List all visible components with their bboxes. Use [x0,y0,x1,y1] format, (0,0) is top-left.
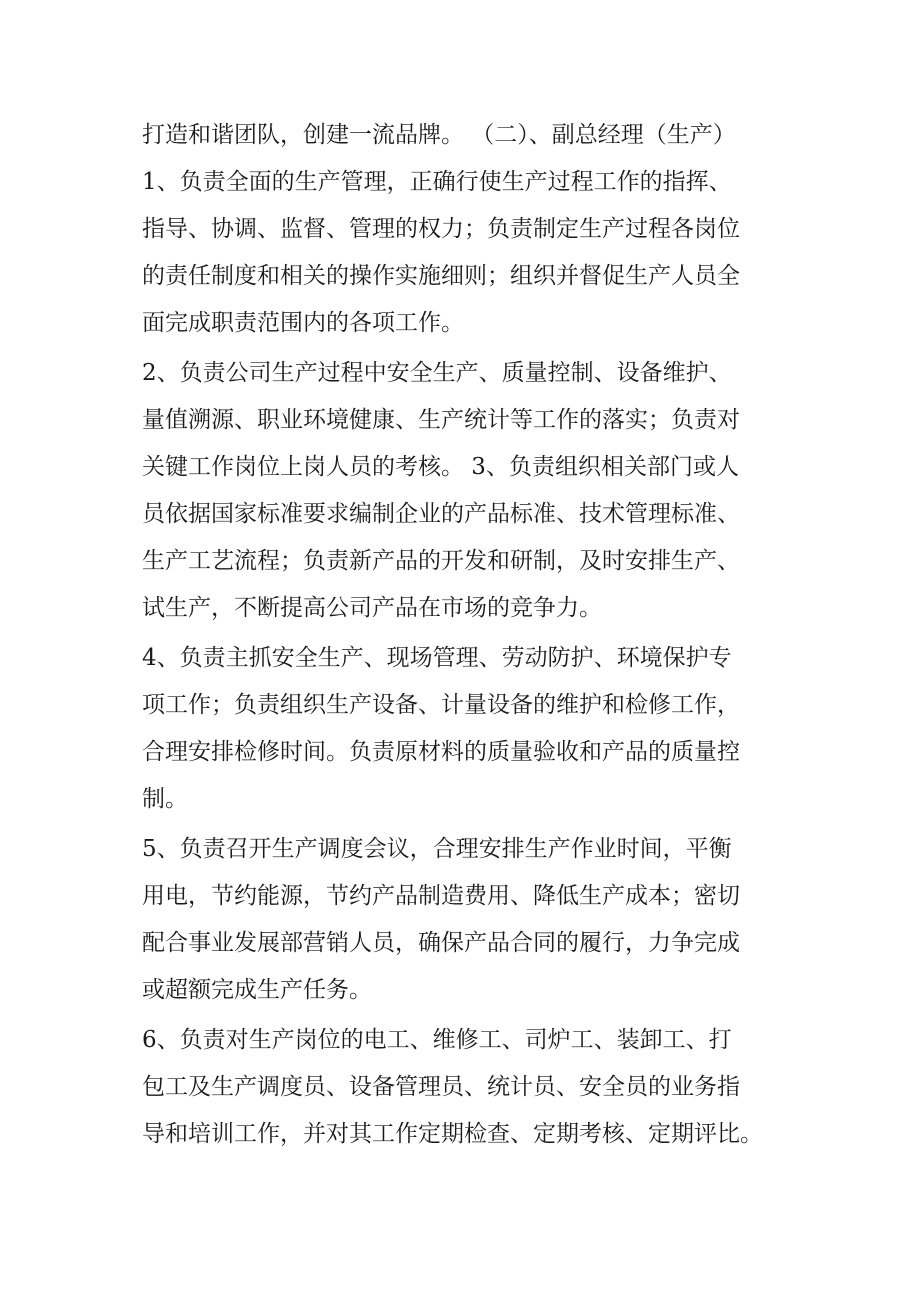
text-line: 或超额完成生产任务。 [142,977,372,1003]
text-line: 面完成职责范围内的各项工作。 [142,310,464,336]
text-line: 6、负责对生产岗位的电工、维修工、司炉工、装卸工、打 [142,1027,732,1053]
text-line: 配合事业发展部营销人员，确保产品合同的履行，力争完成 [142,930,740,956]
text-line: 项工作；负责组织生产设备、计量设备的维护和检修工作， [142,692,740,718]
text-line: 导和培训工作，并对其工作定期检查、定期考核、定期评比。 [142,1121,763,1147]
document-body [142,112,802,1158]
text-line: 量值溯源、职业环境健康、生产统计等工作的落实；负责对 [142,407,740,433]
text-line: 指导、协调、监督、管理的权力；负责制定生产过程各岗位 [142,216,740,242]
text-line: 4、负责主抓安全生产、现场管理、劳动防护、环境保护专 [142,645,732,671]
text-line: 2、负责公司生产过程中安全生产、质量控制、设备维护、 [142,360,732,386]
text-line: 用电，节约能源，节约产品制造费用、降低生产成本；密切 [142,883,740,909]
text-line: 打造和谐团队，创建一流品牌。 （二）、副总经理（生产） [142,122,736,148]
text-line: 制。 [142,786,188,812]
text-line: 合理安排检修时间。负责原材料的质量验收和产品的质量控 [142,739,740,765]
text-line: 1、负责全面的生产管理，正确行使生产过程工作的指挥、 [142,169,732,195]
text-line: 生产工艺流程；负责新产品的开发和研制，及时安排生产、 [142,548,740,574]
text-line: 员依据国家标准要求编制企业的产品标准、技术管理标准、 [142,501,740,527]
text-line: 包工及生产调度员、设备管理员、统计员、安全员的业务指 [142,1074,740,1100]
text-line: 的责任制度和相关的操作实施细则；组织并督促生产人员全 [142,263,740,289]
text-line: 试生产，不断提高公司产品在市场的竞争力。 [142,595,602,621]
text-line: 5、负责召开生产调度会议，合理安排生产作业时间，平衡 [142,836,732,862]
text-line: 关键工作岗位上岗人员的考核。 3、负责组织相关部门或人 [142,454,739,480]
